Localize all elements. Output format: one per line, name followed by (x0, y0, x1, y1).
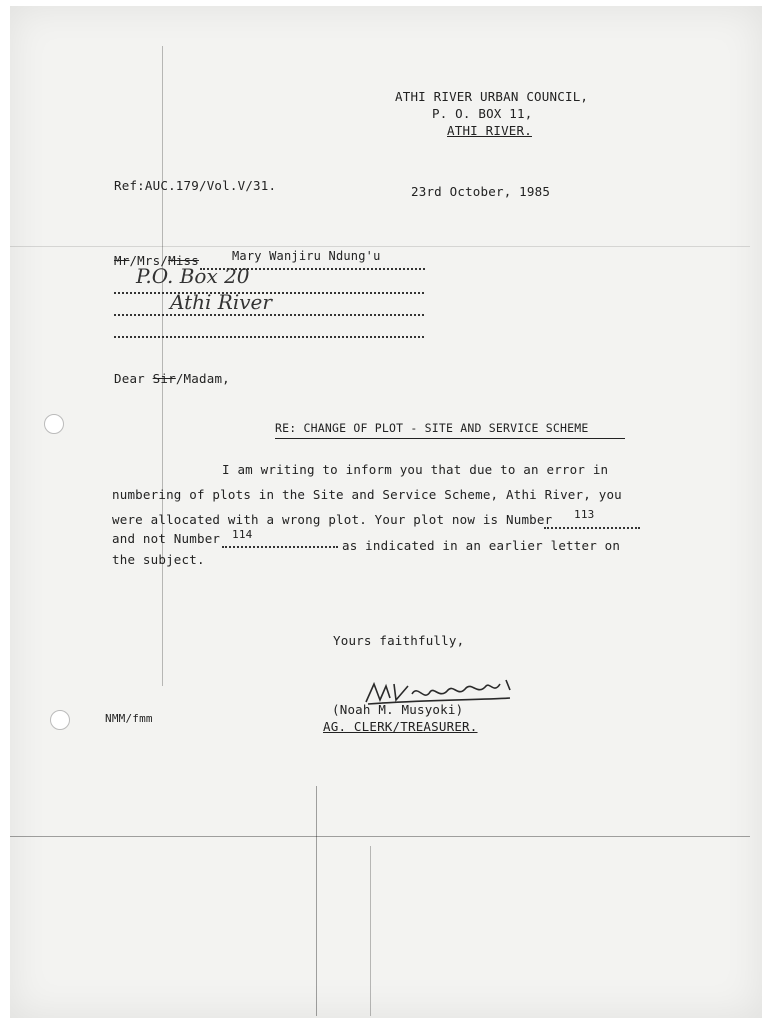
title-miss: Miss (168, 253, 199, 268)
fold-crease (316, 786, 317, 1016)
salutation (114, 371, 230, 386)
subject-line: RE: CHANGE OF PLOT - SITE AND SERVICE SCHEME (275, 421, 589, 435)
body-line-5: the subject. (112, 552, 205, 567)
body-line-4b: as indicated in an earlier letter on (342, 538, 621, 553)
punch-hole (44, 414, 64, 434)
address-line-3 (114, 336, 424, 338)
salutation-dear: Dear (114, 371, 153, 386)
salutation-sir: Sir (152, 371, 176, 386)
plot-old-number: 114 (232, 528, 253, 541)
punch-hole (50, 710, 70, 730)
recipient-address-1: P.O. Box 20 (136, 264, 250, 288)
letterhead-line-2: P. O. BOX 11, (432, 106, 533, 121)
salutation-madam: /Madam, (175, 371, 230, 386)
fold-crease (10, 246, 750, 247)
signatory-title: AG. CLERK/TREASURER. (323, 719, 478, 734)
fold-crease (370, 846, 371, 1016)
plot-new-dots (544, 527, 640, 529)
letterhead-line-3: ATHI RIVER. (447, 123, 532, 138)
fold-crease (10, 836, 750, 837)
plot-old-dots (222, 546, 338, 548)
signatory-name: (Noah M. Musyoki) (332, 702, 464, 717)
plot-new-number: 113 (574, 508, 595, 521)
recipient-name: Mary Wanjiru Ndung'u (232, 249, 381, 263)
title-mr: Mr (114, 253, 130, 268)
fold-crease (162, 46, 163, 686)
recipient-address-2: Athi River (170, 290, 272, 314)
initials: NMM/fmm (105, 712, 153, 725)
address-line-2 (114, 314, 424, 316)
letterhead-line-1: ATHI RIVER URBAN COUNCIL, (395, 89, 589, 104)
title-mrs: /Mrs/ (129, 253, 169, 268)
body-line-4a: and not Number (112, 531, 221, 546)
reference-number: Ref:AUC.179/Vol.V/31. (114, 178, 277, 193)
closing: Yours faithfully, (333, 633, 465, 648)
subject-underline (275, 438, 625, 439)
letter-date: 23rd October, 1985 (411, 184, 551, 199)
body-line-1: I am writing to inform you that due to an error in (222, 462, 609, 477)
body-line-3: were allocated with a wrong plot. Your plot now is Number (112, 512, 553, 527)
body-line-2: numbering of plots in the Site and Service Scheme, Athi River, you (112, 487, 622, 502)
